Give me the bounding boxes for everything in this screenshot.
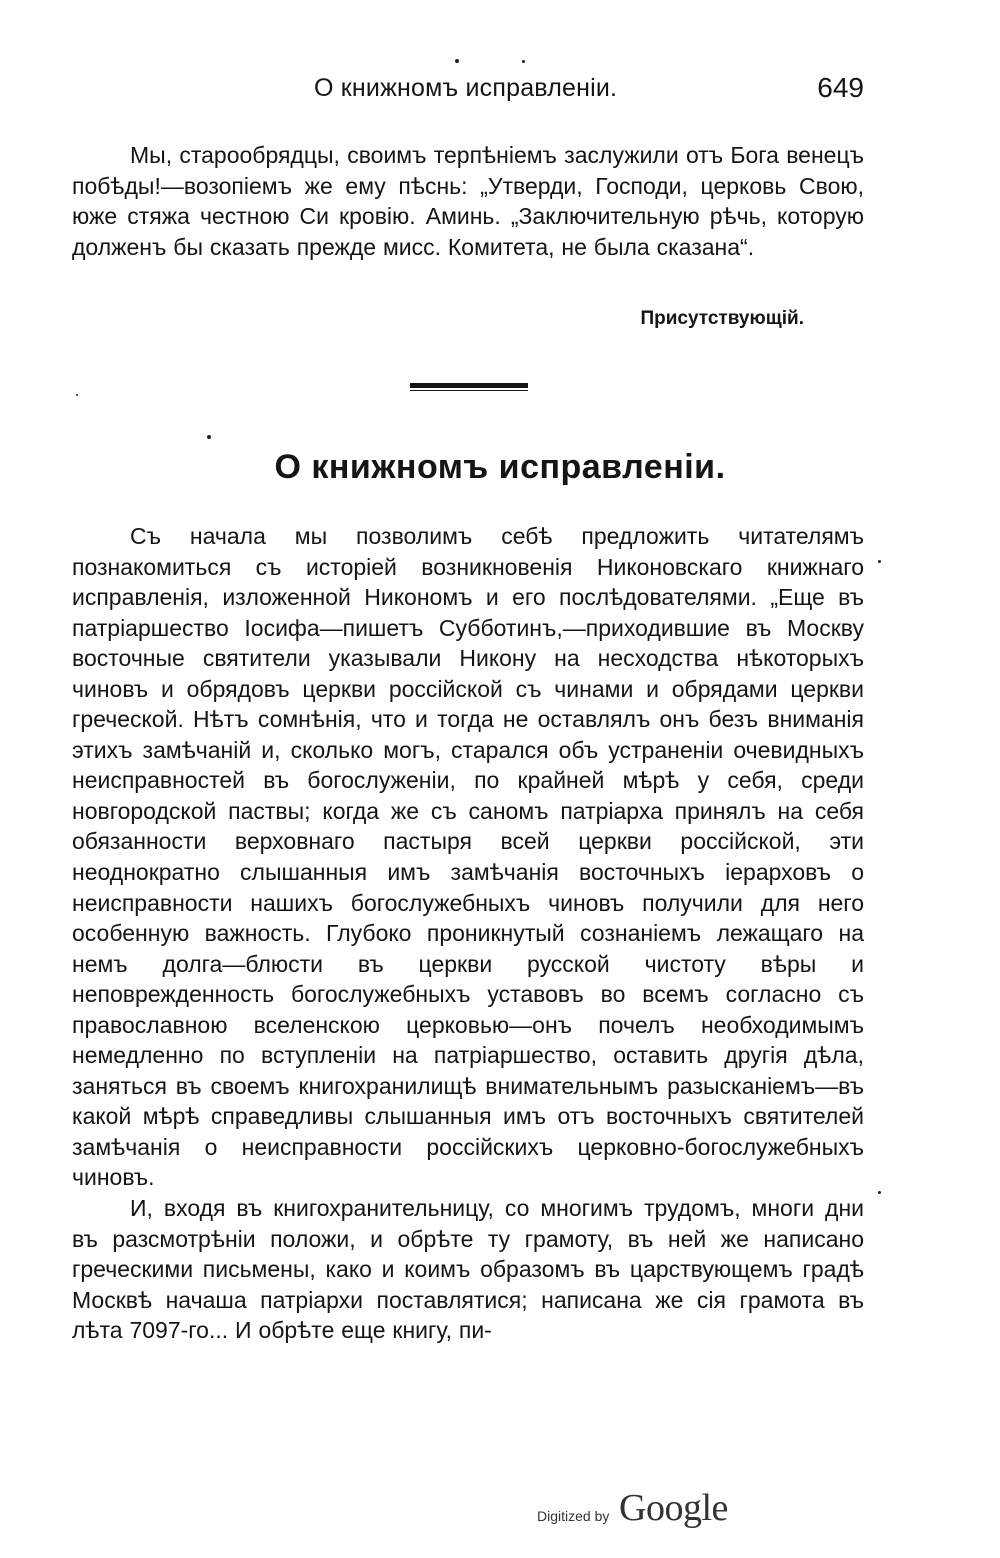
- intro-paragraph: Мы, старообрядцы, своимъ терпѣніемъ заслужили отъ Бога венецъ побѣды!—возопіемъ же ему пѣснь: „Утверди, Господи, церковь Свою, юже стяжа честною Си кровію. Аминь. „Заключительную рѣчь, которую долженъ бы сказать прежде мисс. Комитета, не была сказана“.: [72, 142, 864, 260]
- digitized-label: Digitized by: [537, 1508, 610, 1524]
- divider-thin-line: [410, 390, 528, 391]
- scan-speck: [878, 560, 881, 563]
- section-title: О книжномъ исправленіи.: [274, 448, 726, 486]
- section-body: [72, 521, 864, 1346]
- digitization-watermark: [537, 1486, 747, 1536]
- body-paragraph: Съ начала мы позволимъ себѣ предложить читателямъ познакомиться съ исторіей возникновенія Никоновскаго книжнаго исправленія, изложенной Никономъ и его послѣдователями. „Еще въ патріаршество Іосифа—пишетъ Субботинъ,—приходившие въ Москву восточные святители указывали Никону на несходства нѣкоторыхъ чиновъ и обрядовъ церкви россійской съ чинами и обрядами церкви греческой. Нѣтъ сомнѣнія, что и тогда не оставлялъ онъ безъ вниманія этихъ замѣчаній и, сколько могъ, старался объ устраненіи очевидныхъ неисправностей въ богослуженіи, по крайней мѣрѣ у себя, среди новгородской паствы; когда же съ саномъ патріарха принялъ на себя обязанности верховнаго пастыря всей церкви россійской, эти неоднократно слышанныя имъ замѣчанія восточныхъ іерарховъ о неисправности нашихъ богослужебныхъ чиновъ получили для него особенную важность. Глубоко проникнутый сознаніемъ лежащаго на немъ долга—блюсти въ церкви русской чистоту вѣры и неповрежденность богослужебныхъ уставовъ во всемъ согласно съ православною вселенскою церковью—онъ почелъ необходимымъ немедленно по вступленіи на патріаршество, оставить другія дѣла, заняться въ своемъ книгохранилищѣ внимательнымъ разысканіемъ—въ какой мѣрѣ справедливы слышанныя имъ отъ восточныхъ святителей замѣчанія о неисправности россійскихъ церковно-богослужебныхъ чиновъ.: [72, 523, 864, 1191]
- scan-speck: [207, 435, 211, 439]
- scan-speck: [76, 394, 78, 396]
- body-paragraph: И, входя въ книгохранительницу, со многимъ трудомъ, многи дни въ разсмотрѣніи положи, и обрѣте ту грамоту, въ ней же написано греческими письмены, како и коимъ образомъ въ царствующемъ градѣ Москвѣ начаша патріархи поставлятися; написана же сія грамота въ лѣта 7097-го... И обрѣте еще книгу, пи-: [72, 1195, 864, 1344]
- signature: Присутствующій.: [640, 308, 804, 329]
- scan-speck: [878, 1191, 881, 1194]
- scan-speck: [455, 59, 459, 63]
- section-divider: [410, 383, 528, 391]
- divider-thick-line: [410, 383, 528, 388]
- running-title: О книжномъ исправленіи.: [314, 74, 618, 102]
- scan-speck: [522, 60, 525, 63]
- page-header: [72, 74, 864, 110]
- page-number: 649: [817, 72, 864, 103]
- google-logo: Google: [619, 1487, 728, 1529]
- intro-text: [72, 140, 864, 262]
